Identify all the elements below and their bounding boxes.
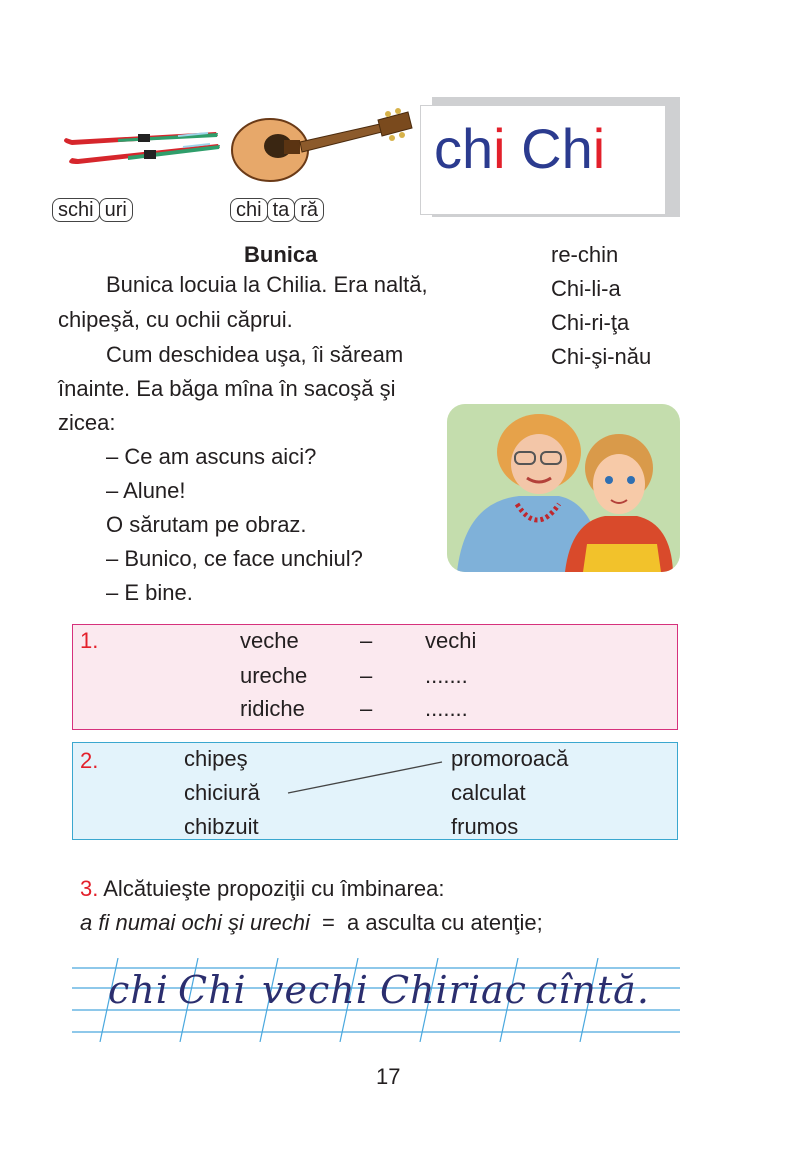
exercise-number: 3. [80, 876, 99, 901]
ex1-blank: ....... [425, 663, 468, 688]
ex1-blank: ....... [425, 696, 468, 721]
syllable-block [420, 97, 680, 217]
story-line: – Bunico, ce face unchiul? [106, 546, 363, 571]
syllable-word: re-chin [551, 242, 619, 267]
exercise-number: 2. [80, 748, 99, 773]
syllable-chip: uri [99, 198, 133, 222]
exercise-number: 1. [80, 628, 99, 653]
ski-syllables [52, 198, 132, 222]
syllable-word: Chi-ri-ţa [551, 310, 630, 335]
cursive-word: vechi [262, 968, 369, 1012]
exercise-1-box [72, 624, 678, 730]
ex1-right-word: vechi [425, 628, 477, 653]
cursive-word: Chi [178, 968, 247, 1012]
ex2-left-word: chiciură [184, 780, 260, 805]
ex1-left-word: ureche [240, 663, 308, 688]
syllable-word: Chi-li-a [551, 276, 621, 301]
ex1-dash: – [360, 696, 373, 721]
ex2-left-word: chibzuit [184, 814, 259, 839]
ex1-left-word: ridiche [240, 696, 305, 721]
story-line: – Alune! [106, 478, 186, 503]
story-line: O sărutam pe obraz. [106, 512, 307, 537]
syllable-word: Chi-şi-nău [551, 344, 652, 369]
grandmother-boy-illustration [447, 404, 680, 572]
page-number: 17 [376, 1064, 401, 1089]
cursive-word: chi [108, 968, 169, 1012]
story-line: Cum deschidea uşa, îi săream [106, 342, 404, 367]
exercise-3-phrase-line [80, 908, 543, 937]
story-title: Bunica [244, 242, 318, 267]
idiom-phrase: a fi numai ochi şi urechi [80, 910, 310, 935]
story-line: Bunica locuia la Chilia. Era naltă, [106, 272, 428, 297]
story-line: înainte. Ea băga mîna în sacoşă şi [58, 376, 396, 401]
ex2-left-word: chipeş [184, 746, 248, 771]
instruction-text: Alcătuieşte propoziţii cu îmbinarea: [98, 876, 445, 901]
syllable-chip: ră [294, 198, 324, 222]
story-line: – Ce am ascuns aici? [106, 444, 317, 469]
skis-illustration [58, 128, 228, 173]
ex2-right-word: promoroacă [451, 746, 569, 771]
guitar-syllables [230, 198, 323, 222]
story-line: – E bine. [106, 580, 193, 605]
cursive-word: cîntă. [536, 968, 650, 1012]
syllable-chip: ta [267, 198, 296, 222]
ex2-right-word: calculat [451, 780, 526, 805]
equals-sign: = [322, 910, 335, 935]
guitar-illustration [230, 106, 416, 186]
ex2-right-word: frumos [451, 814, 519, 839]
story-line: zicea: [58, 410, 116, 435]
story-line: chipeşă, cu ochii căprui. [58, 307, 293, 332]
syllable-chip: schi [52, 198, 100, 222]
exercise-3-instruction [80, 874, 444, 903]
idiom-meaning: a asculta cu atenţie; [347, 910, 543, 935]
example-connector-line [286, 760, 446, 796]
syllable-block-label: chi Chi [434, 117, 606, 180]
ex1-dash: – [360, 628, 373, 653]
cursive-word: Chiriac [380, 968, 527, 1012]
ex1-dash: – [360, 663, 373, 688]
ex1-left-word: veche [240, 628, 299, 653]
syllable-chip: chi [230, 198, 268, 222]
